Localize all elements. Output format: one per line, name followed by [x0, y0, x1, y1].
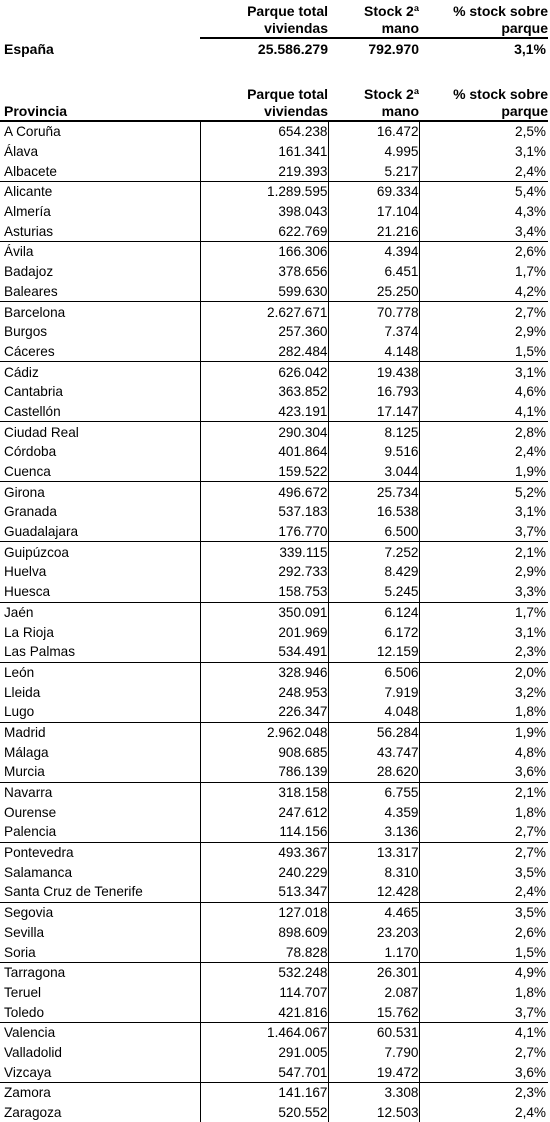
pct-value: 3,5%: [419, 862, 548, 882]
table-row: [0, 382, 548, 402]
pct-value: 2,7%: [419, 1043, 548, 1063]
spacer-row: [0, 59, 548, 79]
header-stock-2-line1: Stock 2ª: [364, 86, 419, 102]
pct-value: 3,1%: [419, 502, 548, 522]
province-name: Huesca: [4, 584, 51, 600]
stock-value: 3.136: [328, 822, 419, 842]
stock-value: 16.793: [328, 382, 419, 402]
province-name: Málaga: [4, 744, 49, 760]
table-row: [0, 442, 548, 462]
stock-value: 2.087: [328, 983, 419, 1003]
pct-value: 2,3%: [419, 1083, 548, 1103]
table-row: [0, 522, 548, 542]
table-row: [0, 462, 548, 482]
pct-value: 3,1%: [419, 622, 548, 642]
pct-value: 1,7%: [419, 602, 548, 622]
parque-value: 1.289.595: [200, 182, 328, 202]
pct-value: 3,5%: [419, 902, 548, 922]
table-row: [0, 722, 548, 742]
province-name: A Coruña: [4, 124, 61, 140]
province-name: Cuenca: [4, 464, 51, 480]
parque-value: 161.341: [200, 142, 328, 162]
header-provincia: Provincia: [0, 79, 200, 121]
province-name: Asturias: [4, 223, 54, 239]
parque-value: 654.238: [200, 121, 328, 142]
table-row: [0, 362, 548, 382]
pct-value: 2,0%: [419, 662, 548, 682]
province-name: La Rioja: [4, 624, 54, 640]
parque-value: 532.248: [200, 962, 328, 982]
parque-value: 166.306: [200, 242, 328, 262]
stock-value: 8.429: [328, 562, 419, 582]
parque-value: 534.491: [200, 642, 328, 662]
parque-value: 339.115: [200, 542, 328, 562]
province-name: Tarragona: [0, 962, 200, 982]
stock-value: 6.506: [328, 662, 419, 682]
header-parque-2-line2: viviendas: [264, 103, 328, 119]
table-row: [0, 202, 548, 222]
pct-value: 1,7%: [419, 262, 548, 282]
province-name: Toledo: [4, 1004, 45, 1020]
parque-value: 141.167: [200, 1083, 328, 1103]
stock-value: 15.762: [328, 1002, 419, 1022]
province-name: Valladolid: [4, 1044, 62, 1060]
pct-value: 3,7%: [419, 522, 548, 542]
pct-value: 3,6%: [419, 762, 548, 782]
province-header-row: [0, 79, 548, 121]
parque-value: 176.770: [200, 522, 328, 542]
stock-value: 16.538: [328, 502, 419, 522]
province-name: Cádiz: [0, 362, 200, 382]
parque-value: 78.828: [200, 942, 328, 962]
table-row: [0, 682, 548, 702]
pct-value: 3,1%: [419, 362, 548, 382]
table-row: [0, 282, 548, 302]
table-row: [0, 762, 548, 782]
stock-value: 4.394: [328, 242, 419, 262]
parque-value: 363.852: [200, 382, 328, 402]
spain-total-row: [0, 38, 548, 59]
header-stock-2-line2: mano: [381, 103, 419, 119]
table-row: [0, 221, 548, 241]
stock-value: 70.778: [328, 302, 419, 322]
header-stock: [328, 0, 419, 38]
header-pct-line2: parque: [501, 20, 548, 36]
table-row: [0, 1022, 548, 1042]
province-name: Cáceres: [4, 343, 55, 359]
province-name: Soria: [4, 944, 36, 960]
parque-value: 2.627.671: [200, 302, 328, 322]
table-row: [0, 542, 548, 562]
province-name: Jaén: [0, 602, 200, 622]
header-pct-2-line1: % stock sobre: [453, 86, 548, 102]
stock-value: 6.755: [328, 782, 419, 802]
province-name: Badajoz: [4, 264, 54, 280]
stock-value: 17.104: [328, 202, 419, 222]
pct-value: 1,8%: [419, 802, 548, 822]
stock-value: 56.284: [328, 722, 419, 742]
pct-value: 2,8%: [419, 422, 548, 442]
stock-value: 43.747: [328, 742, 419, 762]
province-name: Ávila: [0, 242, 200, 262]
stock-value: 4.048: [328, 702, 419, 722]
pct-value: 3,6%: [419, 1062, 548, 1082]
stock-value: 5.217: [328, 161, 419, 181]
province-name: Burgos: [4, 324, 48, 340]
parque-value: 622.769: [200, 221, 328, 241]
pct-value: 1,9%: [419, 722, 548, 742]
table-row: [0, 642, 548, 662]
province-name: Valencia: [0, 1022, 200, 1042]
province-name: Guadalajara: [4, 524, 79, 540]
table-row: [0, 923, 548, 943]
stock-value: 4.359: [328, 802, 419, 822]
parque-value: 219.393: [200, 161, 328, 181]
province-name: Salamanca: [4, 864, 73, 880]
table-row: [0, 562, 548, 582]
stock-value: 4.995: [328, 142, 419, 162]
header-parque-2-line1: Parque total: [247, 86, 328, 102]
province-name: Alicante: [0, 182, 200, 202]
stock-value: 6.172: [328, 622, 419, 642]
table-row: [0, 142, 548, 162]
parque-value: 328.946: [200, 662, 328, 682]
province-name: Palencia: [4, 824, 57, 840]
parque-value: 423.191: [200, 402, 328, 422]
table-row: [0, 802, 548, 822]
parque-value: 513.347: [200, 882, 328, 902]
parque-value: 378.656: [200, 262, 328, 282]
table-row: [0, 902, 548, 922]
table-row: [0, 502, 548, 522]
stock-value: 28.620: [328, 762, 419, 782]
parque-value: 291.005: [200, 1043, 328, 1063]
stock-value: 25.734: [328, 482, 419, 502]
table-row: [0, 1103, 548, 1122]
stock-value: 26.301: [328, 962, 419, 982]
table-row: [0, 862, 548, 882]
parque-value: 898.609: [200, 923, 328, 943]
stock-value: 6.500: [328, 522, 419, 542]
province-name: Huelva: [4, 564, 47, 580]
table-row: [0, 662, 548, 682]
parque-value: 201.969: [200, 622, 328, 642]
pct-value: 3,1%: [419, 142, 548, 162]
header-parque-line1: Parque total: [247, 3, 328, 19]
stock-value: 8.125: [328, 422, 419, 442]
parque-value: 401.864: [200, 442, 328, 462]
parque-value: 318.158: [200, 782, 328, 802]
header-pct-line1: % stock sobre: [453, 3, 548, 19]
table-row: [0, 322, 548, 342]
parque-value: 292.733: [200, 562, 328, 582]
parque-value: 248.953: [200, 682, 328, 702]
stock-value: 5.245: [328, 582, 419, 602]
parque-value: 908.685: [200, 742, 328, 762]
table-row: [0, 121, 548, 142]
table-row: [0, 182, 548, 202]
province-name: Baleares: [4, 283, 58, 299]
stock-value: 69.334: [328, 182, 419, 202]
parque-value: 1.464.067: [200, 1022, 328, 1042]
table-row: [0, 983, 548, 1003]
header-pct: [419, 0, 548, 38]
table-row: [0, 782, 548, 802]
stock-value: 6.451: [328, 262, 419, 282]
pct-value: 3,3%: [419, 582, 548, 602]
stock-value: 12.159: [328, 642, 419, 662]
province-name: Barcelona: [0, 302, 200, 322]
table-row: [0, 302, 548, 322]
table-row: [0, 702, 548, 722]
province-name: Pontevedra: [0, 842, 200, 862]
header-parque-2: [200, 79, 328, 121]
province-name: León: [0, 662, 200, 682]
table-row: [0, 882, 548, 902]
spain-parque: 25.586.279: [257, 41, 328, 57]
province-name: Girona: [0, 482, 200, 502]
pct-value: 4,3%: [419, 202, 548, 222]
province-name: Ciudad Real: [0, 422, 200, 442]
stock-value: 19.472: [328, 1062, 419, 1082]
parque-value: 247.612: [200, 802, 328, 822]
table-row: [0, 622, 548, 642]
pct-value: 4,8%: [419, 742, 548, 762]
table-row: [0, 582, 548, 602]
spain-pct: 3,1%: [514, 41, 546, 57]
province-name: Murcia: [4, 764, 45, 780]
stock-value: 17.147: [328, 402, 419, 422]
table-row: [0, 161, 548, 181]
province-name: Madrid: [0, 722, 200, 742]
stock-value: 3.308: [328, 1083, 419, 1103]
province-name: Lugo: [4, 704, 35, 720]
table-row: [0, 482, 548, 502]
pct-value: 3,4%: [419, 221, 548, 241]
parque-value: 226.347: [200, 702, 328, 722]
table-row: [0, 742, 548, 762]
pct-value: 2,4%: [419, 161, 548, 181]
header-parque: [200, 0, 328, 38]
pct-value: 1,8%: [419, 702, 548, 722]
stock-value: 7.919: [328, 682, 419, 702]
parque-value: 626.042: [200, 362, 328, 382]
table-row: [0, 1083, 548, 1103]
pct-value: 3,2%: [419, 682, 548, 702]
top-header-row: [0, 0, 548, 38]
province-name: Segovia: [0, 902, 200, 922]
stock-value: 60.531: [328, 1022, 419, 1042]
province-name: Navarra: [0, 782, 200, 802]
province-name: Vizcaya: [4, 1064, 52, 1080]
spain-label: España: [4, 40, 54, 57]
parque-value: 282.484: [200, 342, 328, 362]
stock-value: 3.044: [328, 462, 419, 482]
table-row: [0, 1043, 548, 1063]
stock-value: 19.438: [328, 362, 419, 382]
parque-value: 114.707: [200, 983, 328, 1003]
stock-value: 7.374: [328, 322, 419, 342]
pct-value: 4,2%: [419, 282, 548, 302]
pct-value: 4,1%: [419, 1022, 548, 1042]
stock-value: 23.203: [328, 923, 419, 943]
header-stock-line1: Stock 2ª: [364, 3, 419, 19]
pct-value: 4,1%: [419, 402, 548, 422]
pct-value: 2,9%: [419, 322, 548, 342]
stock-value: 4.465: [328, 902, 419, 922]
parque-value: 2.962.048: [200, 722, 328, 742]
pct-value: 2,1%: [419, 542, 548, 562]
parque-value: 493.367: [200, 842, 328, 862]
stock-value: 13.317: [328, 842, 419, 862]
header-pct-2-line2: parque: [501, 103, 548, 119]
parque-value: 496.672: [200, 482, 328, 502]
province-name: Guipúzcoa: [0, 542, 200, 562]
stock-value: 9.516: [328, 442, 419, 462]
pct-value: 1,5%: [419, 942, 548, 962]
table-row: [0, 842, 548, 862]
table-row: [0, 342, 548, 362]
header-stock-2: [328, 79, 419, 121]
pct-value: 2,4%: [419, 442, 548, 462]
parque-value: 240.229: [200, 862, 328, 882]
province-name: Zaragoza: [4, 1105, 62, 1121]
province-name: Teruel: [4, 984, 42, 1000]
province-name: Cantabria: [4, 384, 63, 400]
province-name: Zamora: [0, 1083, 200, 1103]
stock-value: 7.790: [328, 1043, 419, 1063]
pct-value: 2,7%: [419, 302, 548, 322]
parque-value: 114.156: [200, 822, 328, 842]
table-row: [0, 1002, 548, 1022]
header-parque-line2: viviendas: [264, 20, 328, 36]
stock-value: 12.503: [328, 1103, 419, 1122]
province-rows: [0, 121, 548, 1122]
stock-value: 1.170: [328, 942, 419, 962]
pct-value: 2,3%: [419, 642, 548, 662]
province-name: Sevilla: [4, 924, 45, 940]
stock-value: 7.252: [328, 542, 419, 562]
table-row: [0, 422, 548, 442]
table-row: [0, 242, 548, 262]
stock-value: 12.428: [328, 882, 419, 902]
table-row: [0, 962, 548, 982]
header-stock-line2: mano: [381, 20, 419, 36]
province-name: Lleida: [4, 684, 41, 700]
stock-value: 8.310: [328, 862, 419, 882]
parque-value: 350.091: [200, 602, 328, 622]
parque-value: 537.183: [200, 502, 328, 522]
parque-value: 127.018: [200, 902, 328, 922]
pct-value: 5,2%: [419, 482, 548, 502]
province-name: Granada: [4, 504, 57, 520]
pct-value: 2,7%: [419, 822, 548, 842]
pct-value: 1,5%: [419, 342, 548, 362]
pct-value: 5,4%: [419, 182, 548, 202]
stock-value: 4.148: [328, 342, 419, 362]
pct-value: 2,6%: [419, 923, 548, 943]
province-name: Almería: [4, 204, 51, 220]
province-name: Álava: [4, 144, 39, 160]
province-name: Córdoba: [4, 444, 57, 460]
pct-value: 2,4%: [419, 882, 548, 902]
province-name: Las Palmas: [4, 644, 76, 660]
parque-value: 599.630: [200, 282, 328, 302]
parque-value: 159.522: [200, 462, 328, 482]
pct-value: 4,9%: [419, 962, 548, 982]
province-name: Santa Cruz de Tenerife: [4, 884, 143, 900]
table-row: [0, 942, 548, 962]
pct-value: 2,6%: [419, 242, 548, 262]
stock-value: 6.124: [328, 602, 419, 622]
parque-value: 290.304: [200, 422, 328, 442]
parque-value: 547.701: [200, 1062, 328, 1082]
table-row: [0, 602, 548, 622]
province-name: Ourense: [4, 804, 57, 820]
pct-value: 2,9%: [419, 562, 548, 582]
pct-value: 1,9%: [419, 462, 548, 482]
pct-value: 1,8%: [419, 983, 548, 1003]
province-name: Castellón: [4, 403, 61, 419]
parque-value: 421.816: [200, 1002, 328, 1022]
spain-stock: 792.970: [368, 41, 419, 57]
stock-value: 16.472: [328, 121, 419, 142]
parque-value: 520.552: [200, 1103, 328, 1122]
parque-value: 257.360: [200, 322, 328, 342]
province-name: Albacete: [4, 163, 57, 179]
header-pct-2: [419, 79, 548, 121]
pct-value: 2,4%: [419, 1103, 548, 1122]
stock-value: 21.216: [328, 221, 419, 241]
table-row: [0, 402, 548, 422]
parque-value: 786.139: [200, 762, 328, 782]
pct-value: 4,6%: [419, 382, 548, 402]
parque-value: 158.753: [200, 582, 328, 602]
parque-value: 398.043: [200, 202, 328, 222]
table-row: [0, 262, 548, 282]
pct-value: 2,5%: [419, 121, 548, 142]
pct-value: 2,7%: [419, 842, 548, 862]
top-header-blank: [0, 0, 200, 38]
stock-value: 25.250: [328, 282, 419, 302]
table-row: [0, 1062, 548, 1082]
table-row: [0, 822, 548, 842]
pct-value: 2,1%: [419, 782, 548, 802]
pct-value: 3,7%: [419, 1002, 548, 1022]
